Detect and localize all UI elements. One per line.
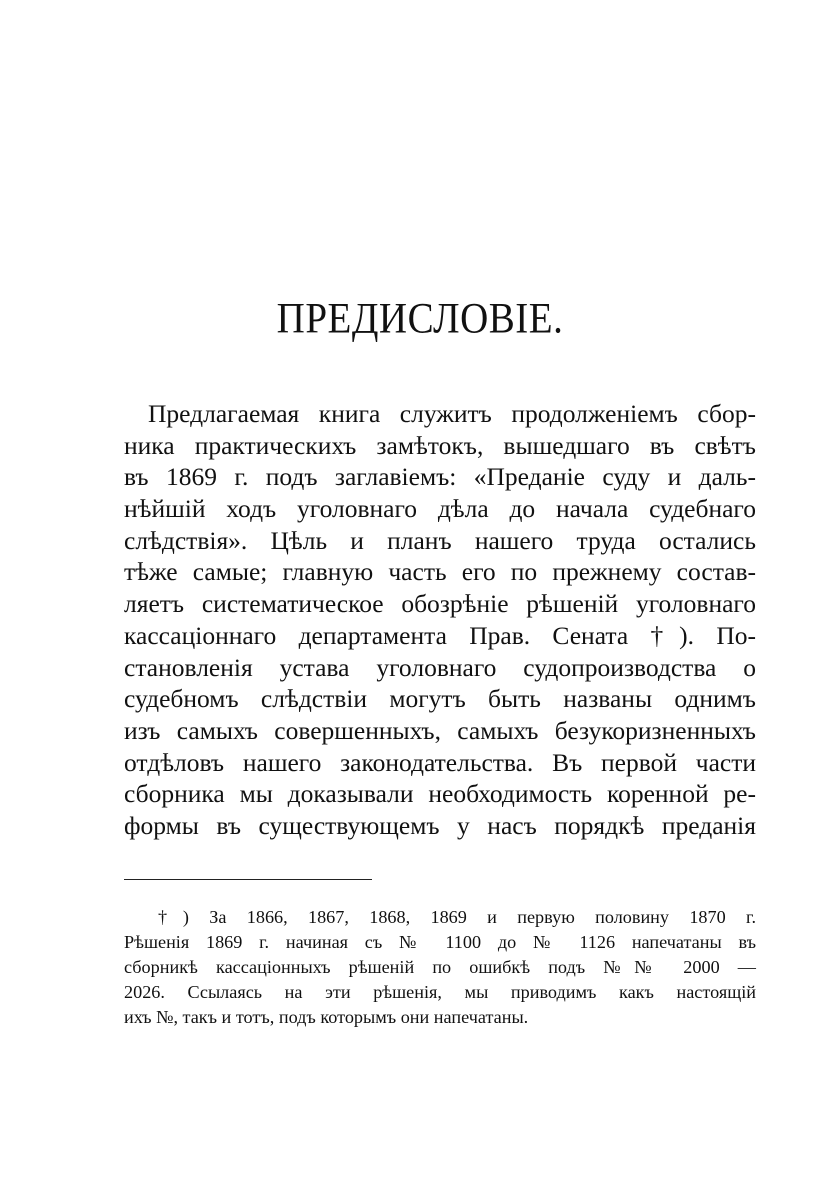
body-line: нѣйшій ходъ уголовнаго дѣла до начала судебнаго	[124, 494, 756, 524]
body-line: сборника мы доказывали необходимость коренной ре-	[124, 779, 756, 809]
body-line: ляетъ систематическое обозрѣніе рѣшеній уголовнаго	[124, 589, 756, 619]
footnote-line: 2026. Ссылаясь на эти рѣшенія, мы приводимъ какъ настоящій	[124, 982, 756, 1002]
page-title: ПРЕДИСЛОВІЕ.	[276, 294, 564, 343]
body-line: въ 1869 г. подъ заглавіемъ: «Преданіе суду и даль-	[124, 462, 756, 492]
body-line: судебномъ слѣдствіи могутъ быть названы однимъ	[124, 684, 756, 714]
body-line: Предлагаемая книга служитъ продолженіемъ сбор-	[148, 399, 756, 428]
body-line: изъ самыхъ совершенныхъ, самыхъ безукоризненныхъ	[124, 715, 756, 745]
body-line: тѣже самые; главную часть его по прежнему состав-	[124, 557, 756, 587]
footnote-divider	[124, 879, 372, 880]
body-line: формы въ существующемъ у насъ порядкѣ преданія	[124, 810, 756, 840]
body-line: кассаціоннаго департамента Прав. Сената †). По-	[124, 620, 756, 650]
body-line: становленія устава уголовнаго судопроизводства о	[124, 652, 756, 682]
footnote-line: сборникѣ кассаціонныхъ рѣшеній по ошибкѣ подъ №№ 2000 —	[124, 957, 756, 977]
body-line: отдѣловъ нашего законодательства. Въ первой части	[124, 747, 756, 777]
body-line: ника практическихъ замѣтокъ, вышедшаго въ свѣтъ	[124, 430, 756, 460]
footnote-line: ихъ №, такъ и тотъ, подъ которымъ они напечатаны.	[124, 1007, 529, 1027]
preface-body	[124, 398, 756, 842]
footnote	[124, 905, 756, 1030]
footnote-line: Рѣшенія 1869 г. начиная съ № 1100 до № 1126 напечатаны въ	[124, 932, 756, 952]
footnote-line: †) За 1866, 1867, 1868, 1869 и первую половину 1870 г.	[158, 907, 756, 927]
body-line: слѣдствія». Цѣль и планъ нашего труда остались	[124, 525, 756, 555]
